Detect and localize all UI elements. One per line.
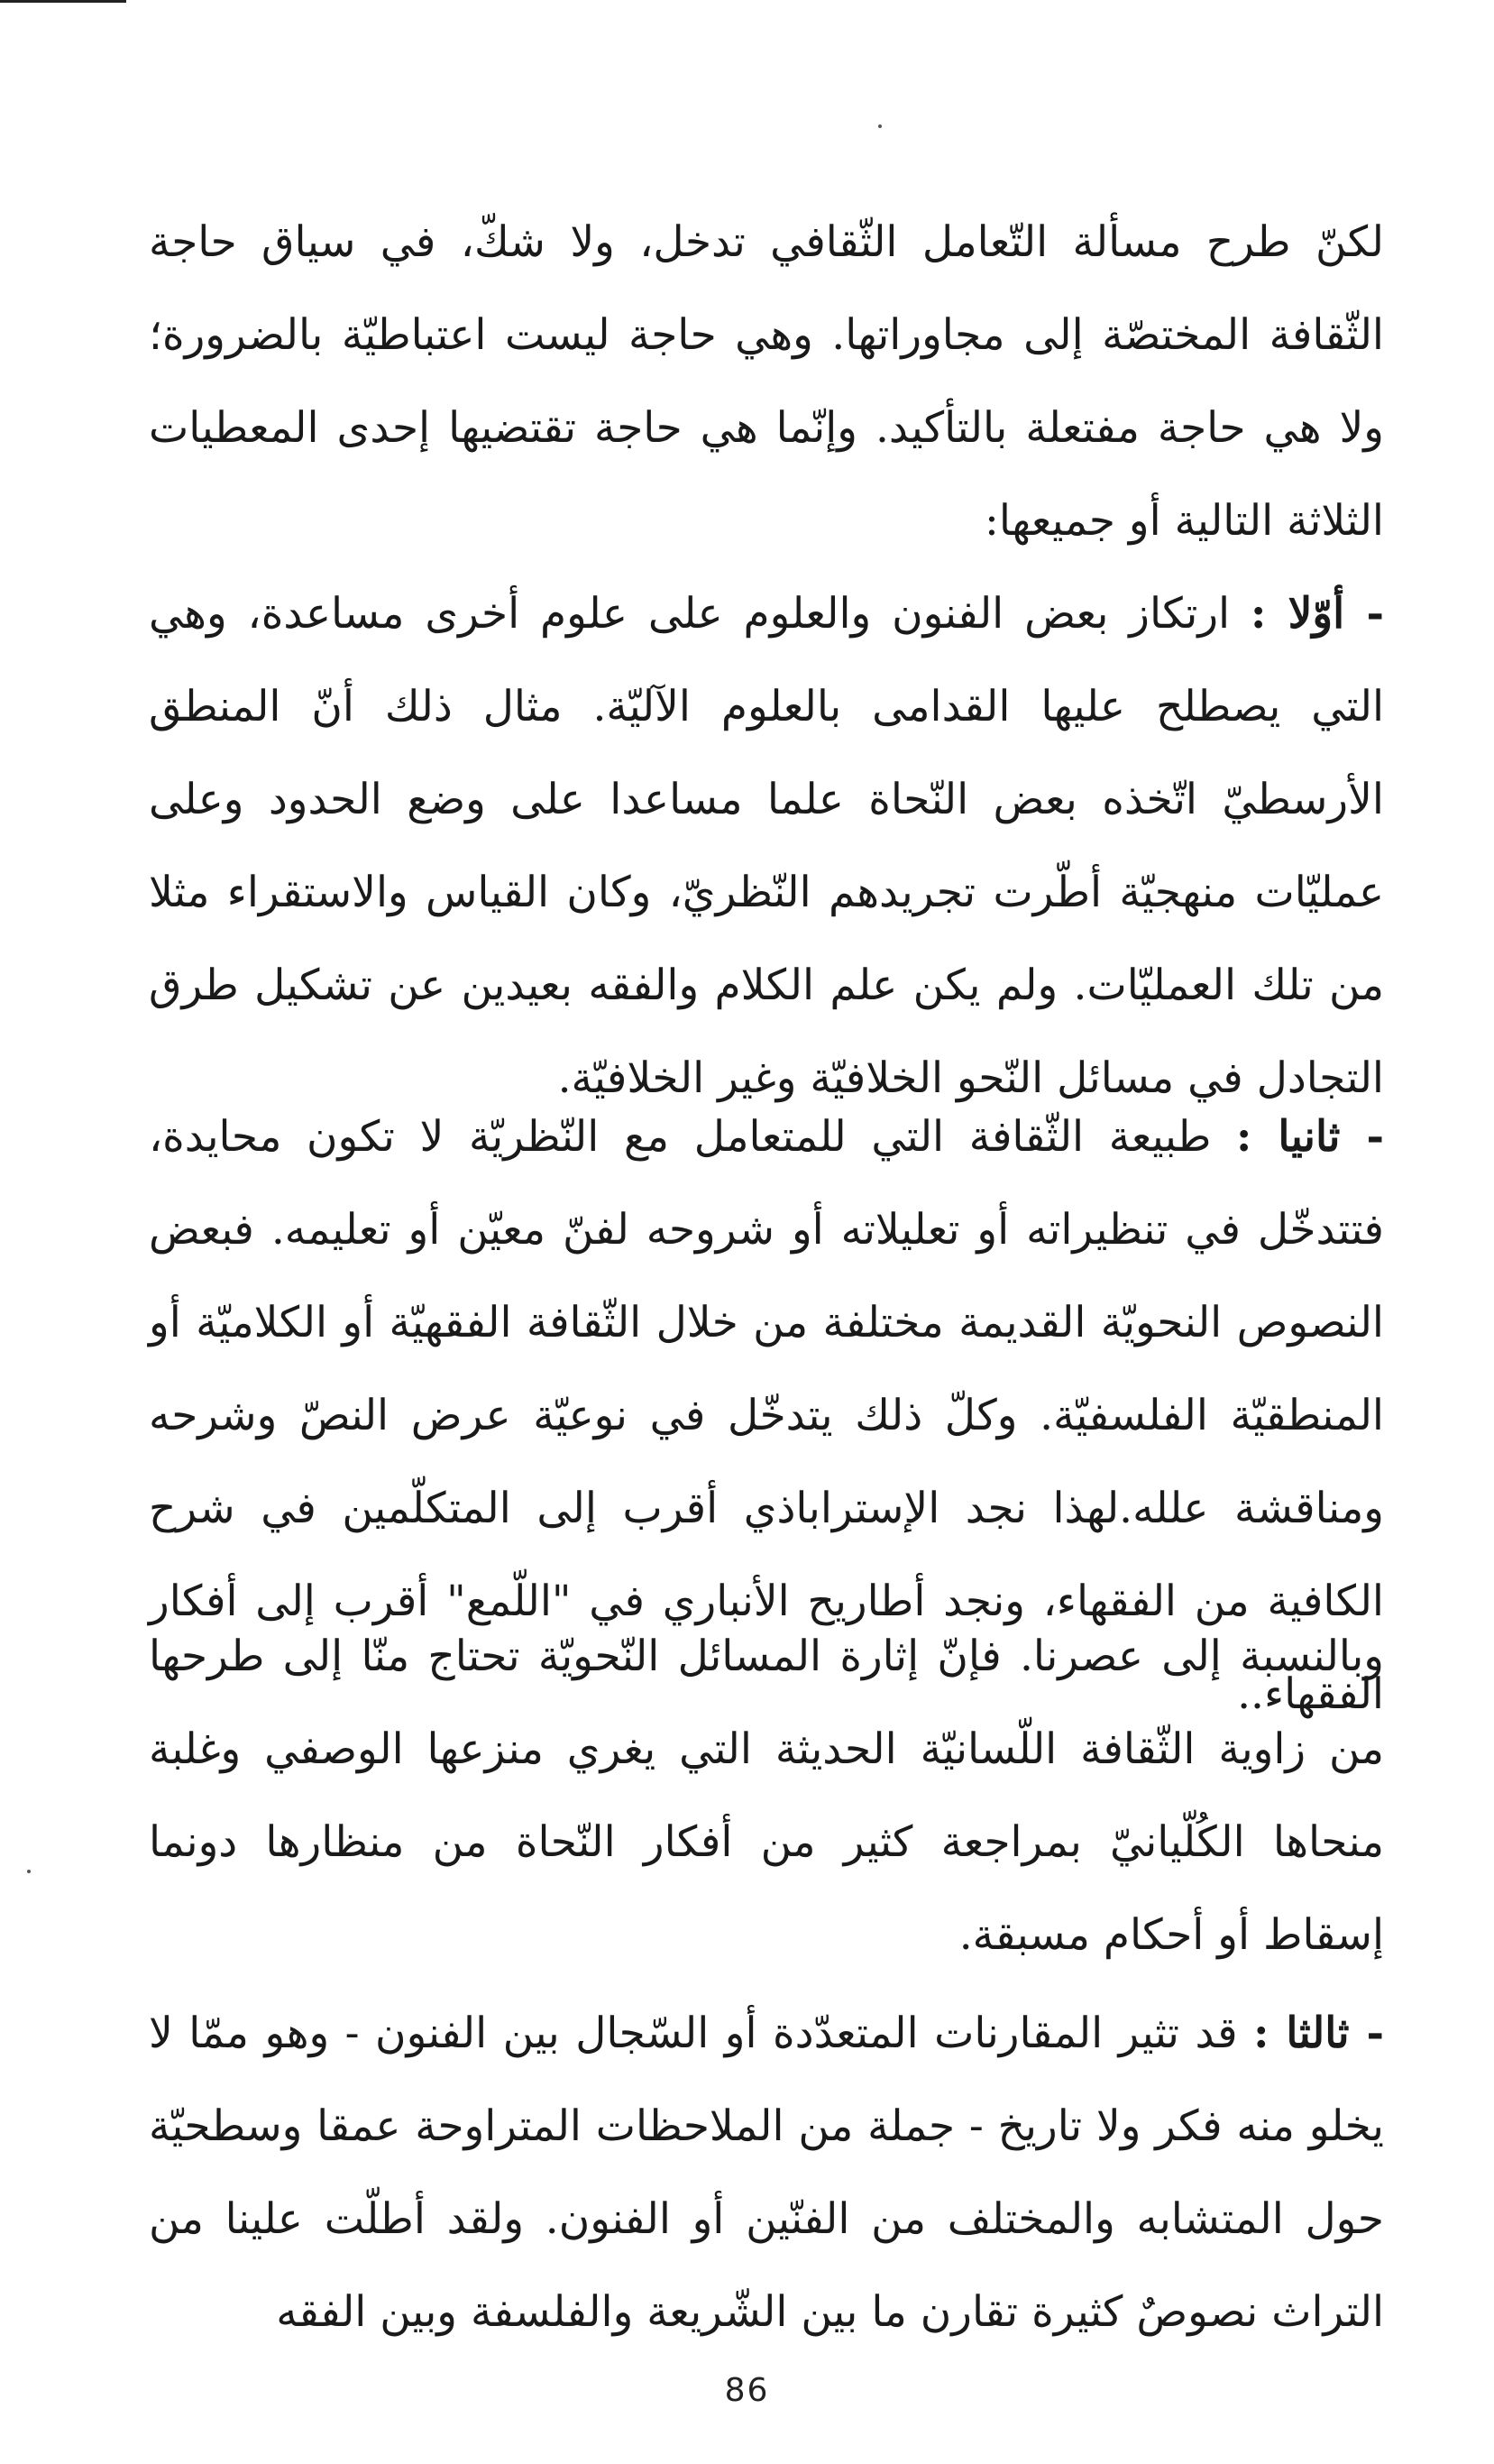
paragraph-text: طبيعة الثّقافة التي للمتعامل مع النّظريّة لا تكون محايدة، فتتدخّل في تنظيراته أو تعليلاته أو شروحه لفنّ معيّن أو تعليمه. فبعض النصوص النحويّة القديمة مختلفة من خلال الثّقافة الفقهيّة أو الكلاميّة أو المنطقيّة الفلسفيّة. وكلّ ذلك يتدخّل في نوعيّة عرض النصّ وشرحه ومناقشة علله.لهذا نجد الإستراباذي أقرب إلى المتكلّمين في شرح الكافية من الفقهاء، ونجد أطاريح الأنباري في "اللّمع" أقرب إلى أفكار الفقهاء.. (149, 1112, 1384, 1719)
scan-speck (27, 1870, 31, 1873)
paragraph-first-point (149, 567, 1384, 1125)
paragraph-lead: - أوّلا : (1250, 589, 1384, 639)
paragraph-lead: - ثالثا : (1253, 2009, 1385, 2058)
paragraph-text: قد تثير المقارنات المتعدّدة أو السّجال بين الفنون - وهو ممّا لا يخلو منه فكر ولا تاريخ - جملة من الملاحظات المتراوحة عمقا وسطحيّة حول المتشابه والمختلف من الفنّين أو الفنون. ولقد أطلّت علينا من التراث نصوصٌ كثيرة تقارن ما بين الشّريعة والفلسفة وبين الفقه (149, 2009, 1384, 2337)
paragraph-lead: - ثانيا : (1236, 1112, 1384, 1162)
paragraph-third-point (149, 1987, 1384, 2358)
paragraph-modern-era (149, 1610, 1384, 1981)
page-number: 86 (724, 2372, 770, 2409)
paragraph-text: لكنّ طرح مسألة التّعامل الثّقافي تدخل، ولا شكّ، في سياق حاجة الثّقافة المختصّة إلى مجاوراتها. وهي حاجة ليست اعتباطيّة بالضرورة؛ ولا هي حاجة مفتعلة بالتأكيد. وإنّما هي حاجة تقتضيها إحدى المعطيات الثلاثة التالية أو جميعها: (149, 217, 1384, 546)
paragraph-text: وبالنسبة إلى عصرنا. فإنّ إثارة المسائل النّحويّة تحتاج منّا إلى طرحها من زاوية الثّقافة اللّسانيّة الحديثة التي يغري منزعها الوصفي وغلبة منحاها الكُلّيانيّ بمراجعة كثير من أفكار النّحاة من منظارها دونما إسقاط أو أحكام مسبقة. (149, 1632, 1384, 1960)
scan-edge-mark (0, 0, 126, 3)
paragraph-text: ارتكاز بعض الفنون والعلوم على علوم أخرى مساعدة، وهي التي يصطلح عليها القدامى بالعلوم الآليّة. مثال ذلك أنّ المنطق الأرسطيّ اتّخذه بعض النّحاة علما مساعدا على وضع الحدود وعلى عمليّات منهجيّة أطّرت تجريدهم النّظريّ، وكان القياس والاستقراء مثلا من تلك العمليّات. ولم يكن علم الكلام والفقه بعيدين عن تشكيل طرق التجادل في مسائل النّحو الخلافيّة وغير الخلافيّة. (149, 589, 1384, 1103)
paragraph-intro (149, 196, 1384, 567)
scan-speck (878, 124, 882, 128)
